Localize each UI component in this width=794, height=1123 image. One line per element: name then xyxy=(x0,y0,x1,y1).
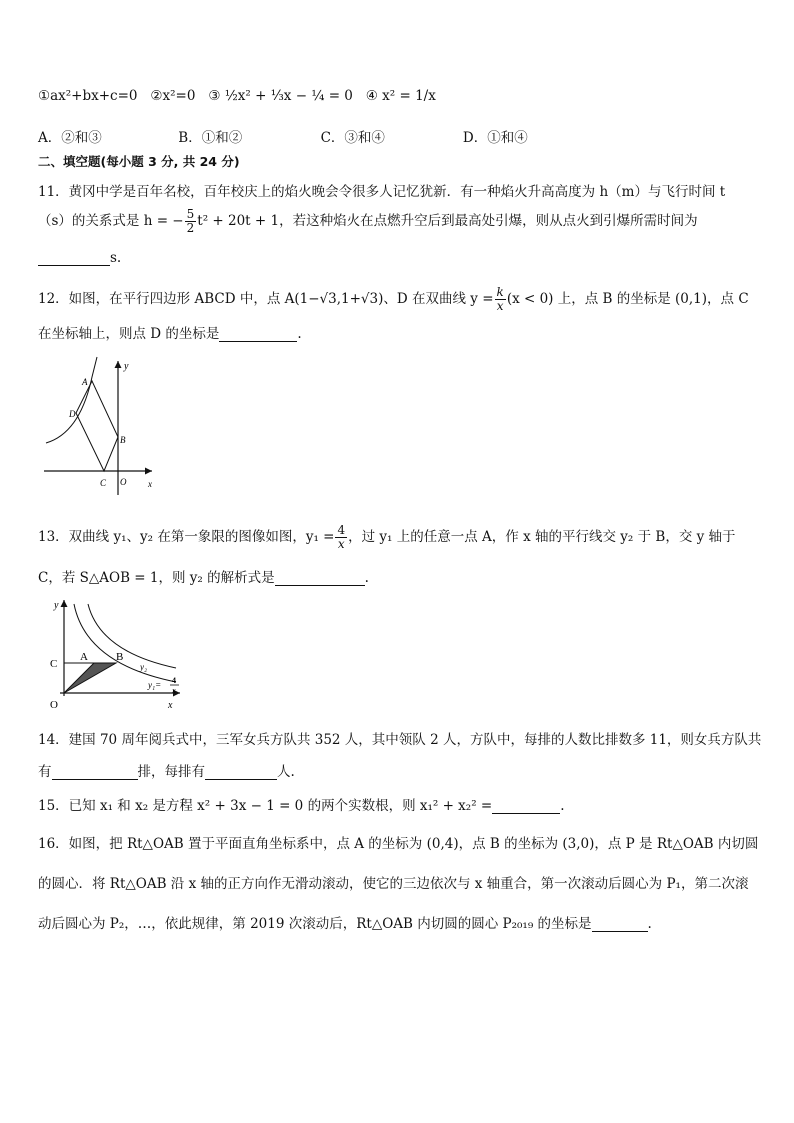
q13-line2-end: . xyxy=(364,570,369,586)
fig12-label-y: y xyxy=(124,361,129,372)
q12-frac-num: k xyxy=(496,285,504,299)
fig12-label-o: O xyxy=(120,477,127,487)
q12-line2-text: 在坐标轴上，则点 D 的坐标是 xyxy=(38,326,220,342)
q13-line2-text: C，若 S△AOB = 1，则 y₂ 的解析式是 xyxy=(38,570,275,586)
q12-line1 xyxy=(38,286,749,313)
fig13-y-arrow xyxy=(61,600,68,607)
q11-line2b: t² + 20t + 1，若这种焰火在点燃升空后到最高处引爆，则从点火到引爆所需时间为 xyxy=(197,213,698,229)
q11-line2 xyxy=(38,208,698,235)
q13-line2 xyxy=(38,566,369,586)
q10-options xyxy=(38,126,528,146)
q11-fraction xyxy=(185,208,197,235)
q11-line2a: （s）的关系式是 h = − xyxy=(38,213,184,229)
q12-line1b: (x < 0) 上，点 B 的坐标是 (0,1)，点 C xyxy=(506,291,749,307)
q10-option-c[interactable]: C．③和④ xyxy=(320,130,385,146)
q16-line3-text: 动后圆心为 P₂，…，依此规律，第 2019 次滚动后，Rt△OAB 内切圆的圆心 P₂₀₁₉ 的坐标是 xyxy=(38,916,592,932)
q13-line1b: ，过 y₁ 上的任意一点 A，作 x 轴的平行线交 y₂ 于 B，交 y 轴于 xyxy=(348,529,736,545)
fig12-x-arrow xyxy=(145,468,152,475)
q14-line2 xyxy=(38,760,295,780)
fig12-label-d: D xyxy=(69,409,76,419)
fig13-label-y1-den: x xyxy=(172,686,176,695)
fig13-triangle-aob xyxy=(64,663,116,693)
q16-line3-end: . xyxy=(647,916,652,932)
q10-eq1: ①ax²+bx+c=0 xyxy=(38,88,138,104)
fig13-curve-y2 xyxy=(88,604,176,668)
q15-answer-blank[interactable] xyxy=(492,799,560,814)
q14-answer-blank-1[interactable] xyxy=(52,765,138,780)
q10-equations xyxy=(38,88,436,104)
q14-line2a: 有 xyxy=(38,764,52,780)
q12-line2 xyxy=(38,322,302,342)
q10-option-a[interactable]: A．②和③ xyxy=(38,130,102,146)
fig13-label-b: B xyxy=(116,651,124,663)
q10-eq4: x² = 1/x xyxy=(382,88,436,104)
q13-line1 xyxy=(38,524,736,551)
q12-figure xyxy=(40,355,160,500)
q13-frac-den: x xyxy=(337,537,345,551)
q10-option-d[interactable]: D．①和④ xyxy=(462,130,528,146)
q10-eq2: ②x²=0 xyxy=(150,88,196,104)
fig13-label-y2: y₂ xyxy=(140,662,148,672)
fig12-label-c: C xyxy=(100,478,107,488)
q13-fraction xyxy=(335,524,347,551)
q16-line2: 的圆心．将 Rt△OAB 沿 x 轴的正方向作无滑动滚动，使它的三边依次与 x 轴重合，第一次滚动后圆心为 P₁，第二次滚 xyxy=(38,876,749,892)
q12-fraction xyxy=(495,286,506,313)
q15-end: . xyxy=(560,798,565,814)
q11-frac-den: 2 xyxy=(186,221,195,235)
q12-frac-den: x xyxy=(496,299,504,313)
q14-line2c: 人. xyxy=(277,764,295,780)
fig13-label-c: C xyxy=(50,658,58,670)
fig13-label-a: A xyxy=(80,651,88,663)
fig13-label-y1: y₁= xyxy=(148,680,162,690)
q13-answer-blank[interactable] xyxy=(275,571,365,586)
q13-figure xyxy=(44,596,186,714)
q16-answer-blank[interactable] xyxy=(592,917,648,932)
q14-line1: 14．建国 70 周年阅兵式中，三军女兵方队共 352 人，其中领队 2 人，方队中，每排的人数比排数多 11，则女兵方队共 xyxy=(38,732,762,748)
q16-line3 xyxy=(38,912,652,932)
q14-line2b: 排，每排有 xyxy=(137,764,205,780)
q14-answer-blank-2[interactable] xyxy=(205,765,277,780)
q11-unit: s. xyxy=(110,250,122,266)
q10-eq4-prefix: ④ xyxy=(365,88,378,104)
q15-line xyxy=(38,794,565,814)
q12-answer-blank[interactable] xyxy=(219,327,297,342)
q11-line1: 11．黄冈中学是百年名校，百年校庆上的焰火晚会令很多人记忆犹新．有一种焰火升高高度为 h（m）与飞行时间 t xyxy=(38,184,726,200)
q12-line2-end: . xyxy=(297,326,302,342)
fig13-label-o: O xyxy=(50,699,58,711)
q11-line3 xyxy=(38,250,121,266)
fig13-label-y: y xyxy=(54,600,59,611)
fig12-label-a: A xyxy=(82,377,88,387)
fig12-y-arrow xyxy=(115,361,122,368)
q16-line1: 16．如图，把 Rt△OAB 置于平面直角坐标系中，点 A 的坐标为 (0,4)，点 B 的坐标为 (3,0)，点 P 是 Rt△OAB 内切圆 xyxy=(38,836,759,852)
q10-option-b[interactable]: B．①和② xyxy=(178,130,243,146)
q15-text: 15．已知 x₁ 和 x₂ 是方程 x² + 3x − 1 = 0 的两个实数根，则 x₁² + x₂² = xyxy=(38,798,493,814)
q10-eq3: ½x² + ⅓x − ¼ = 0 xyxy=(224,88,353,104)
q12-line1a: 12．如图，在平行四边形 ABCD 中，点 A(1−√3,1+√3)、D 在双曲线 y = xyxy=(38,291,494,307)
q13-line1a: 13．双曲线 y₁、y₂ 在第一象限的图像如图，y₁ = xyxy=(38,529,335,545)
fig13-label-y1-num: 4 xyxy=(172,676,176,685)
fig12-parallelogram xyxy=(76,381,118,471)
fig13-label-x: x xyxy=(168,700,173,711)
fig12-label-x: x xyxy=(148,479,152,489)
section-title: 二、填空题(每小题 3 分, 共 24 分) xyxy=(38,154,240,169)
q13-frac-num: 4 xyxy=(337,523,346,537)
fig12-label-b: B xyxy=(120,435,126,445)
q11-frac-num: 5 xyxy=(186,207,195,221)
q11-answer-blank[interactable] xyxy=(38,251,110,266)
fig12-hyperbola xyxy=(46,357,97,443)
q10-eq3-prefix: ③ xyxy=(208,88,221,104)
